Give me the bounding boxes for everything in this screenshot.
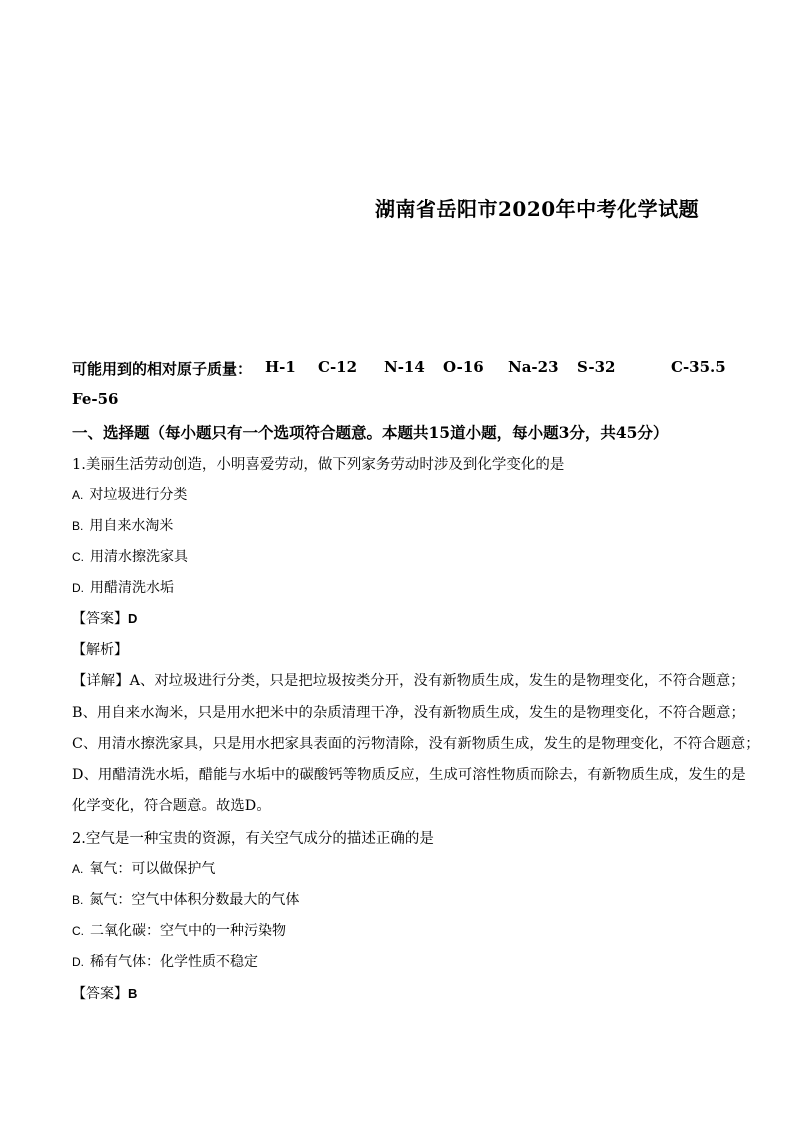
atomic-mass-item: Na-23 xyxy=(508,358,559,376)
answer-value: D xyxy=(128,611,138,626)
option-letter: B. xyxy=(72,893,84,907)
answer-line xyxy=(72,608,137,628)
question-stem: 2.空气是一种宝贵的资源，有关空气成分的描述正确的是 xyxy=(72,831,434,847)
option-letter: C. xyxy=(72,550,84,564)
detail-line: 化学变化，符合题意。故选D。 xyxy=(72,798,271,814)
option-text: 用醋清洗水垢 xyxy=(90,580,174,596)
atomic-mass-item: S-32 xyxy=(577,358,616,376)
atomic-mass-item: H-1 xyxy=(265,358,296,376)
option-a xyxy=(72,858,215,878)
answer-label: 【答案】 xyxy=(72,611,128,627)
answer-label: 【答案】 xyxy=(72,986,128,1002)
atomic-mass-item: Fe-56 xyxy=(72,390,119,408)
option-letter: B. xyxy=(72,519,84,533)
option-letter: A. xyxy=(72,488,84,502)
option-text: 用自来水淘米 xyxy=(89,518,174,534)
option-letter: C. xyxy=(72,924,84,938)
analysis-label: 【解析】 xyxy=(72,642,128,658)
option-text: 氧气：可以做保护气 xyxy=(89,861,216,877)
question-stem: 1.美丽生活劳动创造，小明喜爱劳动，做下列家务劳动时涉及到化学变化的是 xyxy=(72,457,565,473)
option-c xyxy=(72,920,286,940)
atomic-mass-item: C-12 xyxy=(318,358,358,376)
option-text: 对垃圾进行分类 xyxy=(89,487,188,503)
atomic-mass-label: 可能用到的相对原子质量： xyxy=(72,360,253,378)
atomic-mass-item: O-16 xyxy=(443,358,484,376)
answer-value: B xyxy=(128,986,138,1001)
option-text: 用清水擦洗家具 xyxy=(90,549,188,565)
atomic-mass-item: N-14 xyxy=(384,358,425,376)
option-text: 稀有气体：化学性质不稳定 xyxy=(90,954,258,970)
option-letter: D. xyxy=(72,581,84,595)
option-letter: A. xyxy=(72,862,84,876)
option-d xyxy=(72,577,174,597)
option-b xyxy=(72,889,299,909)
option-letter: D. xyxy=(72,955,84,969)
detail-line xyxy=(72,670,745,690)
detail-label: 【详解】 xyxy=(72,673,130,689)
detail-text: A、对垃圾进行分类，只是把垃圾按类分开，没有新物质生成，发生的是物理变化，不符合题意； xyxy=(129,673,745,689)
detail-line: C、用清水擦洗家具，只是用水把家具表面的污物清除，没有新物质生成，发生的是物理变化，不符合题意； xyxy=(72,736,760,752)
option-b xyxy=(72,515,173,535)
option-d xyxy=(72,951,258,971)
option-text: 二氧化碳：空气中的一种污染物 xyxy=(90,923,286,939)
detail-line: B、用自来水淘米，只是用水把米中的杂质清理干净，没有新物质生成，发生的是物理变化，不符合题意； xyxy=(72,705,745,721)
atomic-mass-item: C-35.5 xyxy=(671,358,726,376)
page-title: 湖南省岳阳市2020年中考化学试题 xyxy=(375,197,700,221)
option-text: 氮气：空气中体积分数最大的气体 xyxy=(89,892,300,908)
section-heading: 一、选择题（每小题只有一个选项符合题意。本题共15道小题，每小题3分，共45分） xyxy=(72,423,669,442)
detail-line: D、用醋清洗水垢，醋能与水垢中的碳酸钙等物质反应，生成可溶性物质而除去，有新物质生成，发生的是 xyxy=(72,767,746,783)
option-a xyxy=(72,484,187,504)
answer-line xyxy=(72,983,137,1003)
option-c xyxy=(72,546,188,566)
